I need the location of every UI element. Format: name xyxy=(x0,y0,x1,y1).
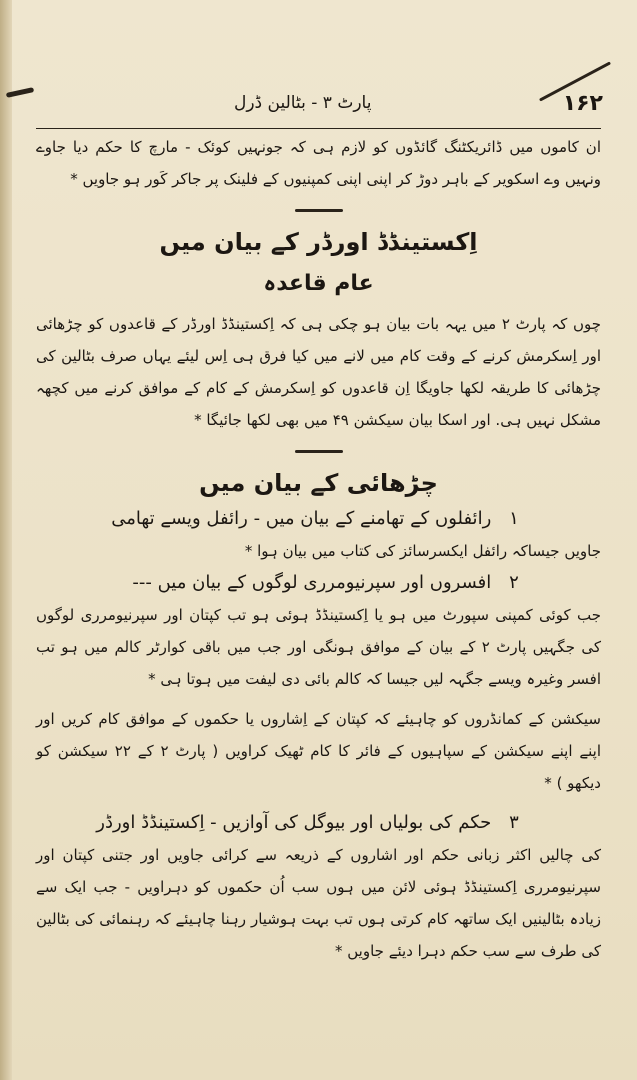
section-subheading: عام قاعدہ xyxy=(263,271,374,296)
item-heading: رائفلوں کے تھامنے کے بیان میں - رائفل ویسے تھامی xyxy=(111,508,492,529)
item-title xyxy=(36,807,601,839)
section-heading: چڑھائی کے بیان میں xyxy=(199,469,438,497)
page-spine xyxy=(0,0,12,1080)
item-number: ۱ xyxy=(509,508,519,529)
item-heading: افسروں اور سپرنیومرری لوگوں کے بیان میں --- xyxy=(132,572,492,593)
section-paragraph: چوں کہ پارٹ ۲ میں یہہ بات بیان ہو چکی ہی کہ اِکستینڈڈ اورڈر کے قاعدوں کو چڑھائی اور اِسکرمش کرنے کے وقت کام میں لانے میں کیا فرق ہی اِس لیئے یہاں صرف بٹالین کی چڑھائی کا طریقہ لکھا جاویگا اِن قاعدوں کو اِسکرمش کے کام کے موافق کرنے میں کچھہ مشکل نہیں ہی. اور اسکا بیان سیکشن ۴۹ میں بھی لکھا جائیگا * xyxy=(36,315,601,429)
page-content xyxy=(36,128,601,967)
spacer xyxy=(36,799,601,807)
item-paragraph: جب کوئی کمپنی سپورٹ میں ہو یا اِکستینڈڈ ہوئی ہو تب کپتان اور سپرنیومرری لوگوں کی جگہیں پارٹ ۲ کے بیان کے موافق ہونگی اور جب میں باقی کوارٹر کالم میں ہو تب افسر وغیرہ ویسے جگہہ لیں جیسا کہ کالم بائی دی لیفت میں ہوتا ہی * xyxy=(36,606,601,688)
item-number: ۳ xyxy=(509,812,519,833)
intro-paragraph: ان کاموں میں ڈائریکٹنگ گائڈوں کو لازم ہی کہ جونہیں کوئک - مارچ کا حکم دیا جاوے ونہیں وے اسکویر کے باہر دوڑ کر اپنی اپنی کمپنیوں کے فلینک پر جاکر کَور ہو جاویں * xyxy=(36,128,601,195)
item-title xyxy=(36,503,601,535)
item-title xyxy=(36,567,601,599)
running-title: پارٹ ۳ - بٹالین ڈرل xyxy=(234,93,372,113)
item-paragraph: کی چالیں اکثر زبانی حکم اور اشاروں کے ذریعہ سے کرائی جاویں اور جتنی کپتان اور سپرنیومرری اِکستینڈڈ ہوئی لائن میں ہوں سب اُن حکموں کو دہراویں - جب ایک سے زیادہ بٹالینیں ایک ساتھہ کام کرتی ہوں تب بہت ہوشیار رہنا چاہیئے کہ رہنمائی کی بٹالین کی طرف سے سب حکم دہرا دیئے جاویں * xyxy=(36,846,601,960)
section-heading: اِکستینڈڈ اورڈر کے بیان میں xyxy=(159,228,478,256)
item-heading: حکم کی بولیاں اور بیوگل کی آوازیں - اِکستینڈڈ اورڈر xyxy=(96,812,492,833)
page-number: ۱۶۲ xyxy=(562,90,603,116)
divider xyxy=(295,450,343,453)
page-header xyxy=(34,86,603,120)
spacer xyxy=(36,695,601,703)
divider xyxy=(295,209,343,212)
item-number: ۲ xyxy=(509,572,519,593)
item-paragraph: جاویں جیساکہ رائفل ایکسرسائز کی کتاب میں بیان ہوا * xyxy=(244,542,601,560)
item-paragraph: سیکشن کے کمانڈروں کو چاہیئے کہ کپتان کے اِشاروں یا حکموں کے موافق کام کریں اور اپنے اپنے سیکشن کے سپاہیوں کے فائر کا کام ٹھیک کراویں ( پارٹ ۲ کے ۲۲ سیکشن کو دیکھو ) * xyxy=(36,710,601,792)
